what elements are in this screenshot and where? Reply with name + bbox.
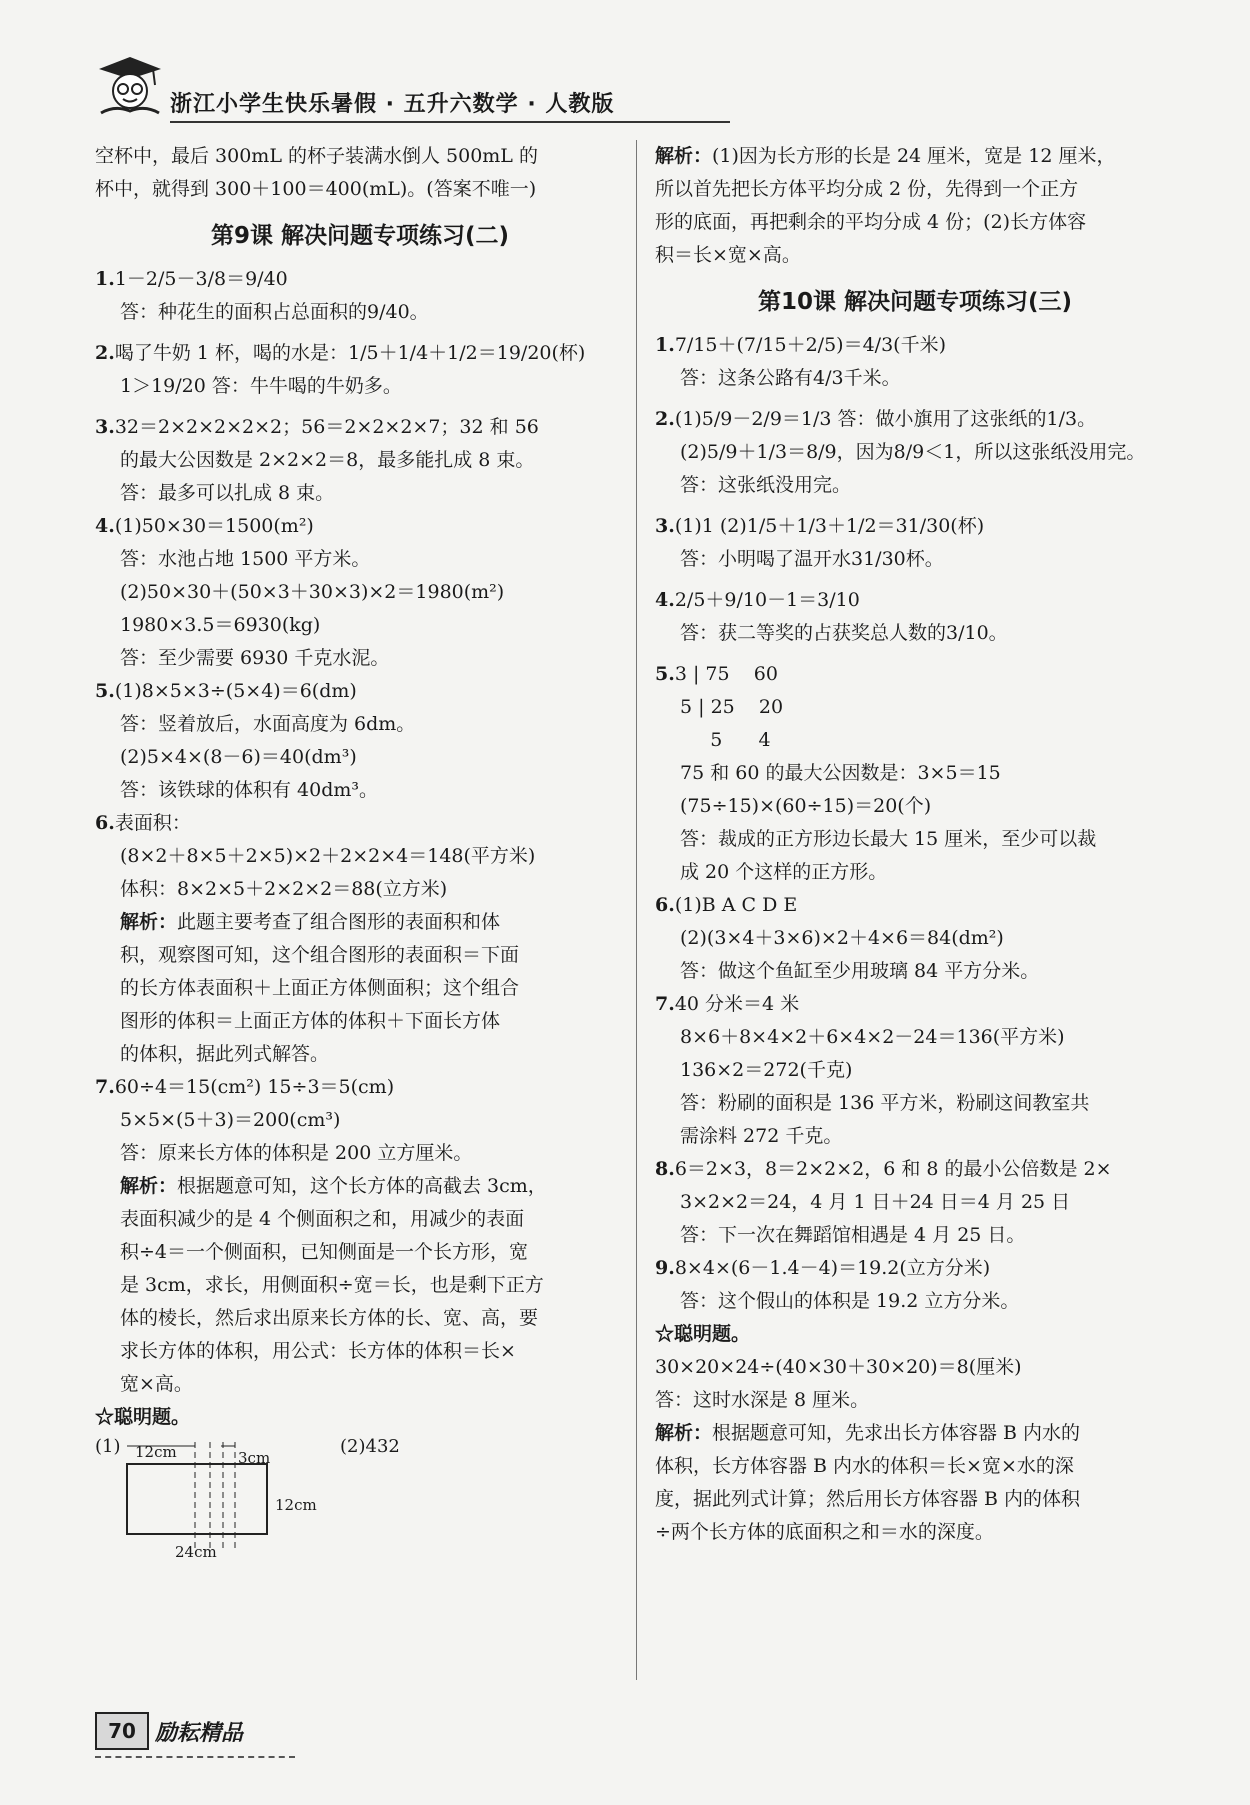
question-4-line: 2/5＋9/10－1＝3/10 [674,589,860,611]
question-number: 3. [95,416,115,438]
text-line: 杯中，就得到 300＋100＝400(mL)。(答案不唯一) [95,178,537,200]
short-division-row: 5 4 [680,729,771,751]
left-column [95,140,625,1559]
column-divider [636,140,637,1680]
question-2-expr: 喝了牛奶 1 杯，喝的水是：1/5＋1/4＋1/2＝19/20(杯) [114,342,586,364]
analysis-text: 是 3cm，求长，用侧面积÷宽＝长，也是剩下正方 [120,1274,544,1296]
question-8-line: 3×2×2＝24，4 月 1 日＋24 日＝4 月 25 日 [680,1191,1071,1213]
question-5 [95,675,625,708]
question-3-answer: 答：最多可以扎成 8 束。 [120,482,335,504]
question-8-answer: 答：下一次在舞蹈馆相遇是 4 月 25 日。 [680,1224,1026,1246]
question-number: 7. [655,993,675,1015]
question-7-analysis [95,1170,625,1203]
question-3 [655,510,1175,543]
question-1-expr: 7/15＋(7/15＋2/5)＝4/3(千米) [674,334,946,356]
question-5-answer: 成 20 个这样的正方形。 [680,861,888,883]
short-division-row: 5 | 25 20 [680,696,784,718]
question-4-answer: 答：获二等奖的占获奖总人数的3/10。 [680,622,1008,644]
lesson-9-title: 第9课 解决问题专项练习(二) [210,223,510,249]
question-6-line: 表面积： [114,812,191,834]
analysis-text: 体的棱长，然后求出原来长方体的长、宽、高，要 [120,1307,539,1329]
analysis-text: 体积，长方体容器 B 内水的体积＝长×宽×水的深 [655,1455,1074,1477]
question-2 [655,403,1175,436]
question-number: 4. [95,515,115,537]
analysis-text: 求长方体的体积，用公式：长方体的体积＝长× [120,1340,516,1362]
analysis-text: (1)因为长方形的长是 24 厘米，宽是 12 厘米， [712,145,1116,167]
analysis-text: 此题主要考查了组合图形的表面积和体 [177,911,501,933]
question-1-answer: 答：这条公路有4/3千米。 [680,367,901,389]
question-6-line: (1)B A C D E [674,894,798,916]
question-1 [655,329,1175,362]
question-5 [655,658,1175,691]
question-9-line: 8×4×(6－1.4－4)＝19.2(立方分米) [674,1257,991,1279]
question-7-line: 5×5×(5＋3)＝200(cm³) [120,1109,341,1131]
question-3 [95,411,625,444]
analysis-text: 图形的体积＝上面正方体的体积＋下面长方体 [120,1010,501,1032]
question-8-line: 6＝2×3，8＝2×2×2，6 和 8 的最小公倍数是 2× [674,1158,1112,1180]
question-1-answer: 答：种花生的面积占总面积的9/40。 [120,301,429,323]
brand-logo: 励耘精品 [155,1721,244,1746]
analysis-text: 形的底面，再把剩余的平均分成 4 份；(2)长方体容 [655,211,1087,233]
question-2-line: (1)5/9－2/9＝1/3 答：做小旗用了这张纸的1/3。 [674,408,1097,430]
question-7-line: 136×2＝272(千克) [680,1059,853,1081]
question-6-answer: 答：做这个鱼缸至少用玻璃 84 平方分米。 [680,960,1040,982]
question-number: 4. [655,589,675,611]
question-number: 8. [655,1158,675,1180]
smart-question-answer: 答：这时水深是 8 厘米。 [655,1389,870,1411]
analysis-text: 积，观察图可知，这个组合图形的表面积＝下面 [120,944,520,966]
analysis-text: 的长方体表面积＋上面正方体侧面积；这个组合 [120,977,520,999]
dim-label: 12cm [275,1496,317,1514]
question-6 [655,889,1175,922]
analysis-label: 解析： [120,911,178,933]
question-4-line: (1)50×30＝1500(m²) [114,515,314,537]
question-9-answer: 答：这个假山的体积是 19.2 立方分米。 [680,1290,1020,1312]
question-9 [655,1252,1175,1285]
figure-part-1-label: (1) [95,1436,121,1457]
question-number: 3. [655,515,675,537]
question-number: 2. [95,342,115,364]
text-line: 空杯中，最后 300mL 的杯子装满水倒人 500mL 的 [95,145,538,167]
question-6 [95,807,625,840]
question-2-line: (2)5/9＋1/3＝8/9，因为8/9＜1，所以这张纸没用完。 [680,441,1146,463]
dim-label: 12cm [135,1443,177,1461]
question-5-line: 75 和 60 的最大公因数是：3×5＝15 [680,762,1001,784]
question-number: 6. [95,812,115,834]
page-number: 70 [95,1712,149,1750]
question-2-answer: 1＞19/20 答：牛牛喝的牛奶多。 [120,375,402,397]
dim-label: 24cm [175,1543,217,1561]
question-7 [655,988,1175,1021]
question-number: 5. [95,680,115,702]
student-mascot-icon [95,55,165,117]
footer-dashed-rule [95,1756,295,1758]
analysis-text: 度，据此列式计算；然后用长方体容器 B 内的体积 [655,1488,1081,1510]
question-4 [95,510,625,543]
question-4 [655,584,1175,617]
question-3-answer: 答：小明喝了温开水31/30杯。 [680,548,944,570]
question-number: 5. [655,663,675,685]
question-5-answer: 答：该铁球的体积有 40dm³。 [120,779,379,801]
analysis-label: 解析： [655,145,713,167]
question-number: 1. [95,268,115,290]
question-6-analysis [95,906,625,939]
question-7-answer: 答：粉刷的面积是 136 平方米，粉刷这间教室共 [680,1092,1090,1114]
question-5-line: 答：竖着放后，水面高度为 6dm。 [120,713,416,735]
smart-question-line: 30×20×24÷(40×30＋30×20)＝8(厘米) [655,1356,1022,1378]
question-1-expr: 1－2/5－3/8＝9/40 [114,268,288,290]
page-header [95,55,735,125]
question-6-line: (8×2＋8×5＋2×5)×2＋2×2×4＝148(平方米) [120,845,536,867]
header-rule [170,121,730,123]
analysis-text: 积＝长×宽×高。 [655,244,801,266]
question-4-line: 1980×3.5＝6930(kg) [120,614,321,636]
question-4-answer: 答：至少需要 6930 千克水泥。 [120,647,390,669]
analysis-text: ÷两个长方体的底面积之和＝水的深度。 [655,1521,994,1543]
question-5-answer: 答：裁成的正方形边长最大 15 厘米，至少可以裁 [680,828,1097,850]
lesson-10-title: 第10课 解决问题专项练习(三) [757,289,1073,315]
question-5-line: (1)8×5×3÷(5×4)＝6(dm) [114,680,357,702]
question-7 [95,1071,625,1104]
question-3-line: 32＝2×2×2×2×2；56＝2×2×2×7；32 和 56 [114,416,539,438]
question-8 [655,1153,1175,1186]
question-6-line: (2)(3×4＋3×6)×2＋4×6＝84(dm²) [680,927,1004,949]
question-number: 6. [655,894,675,916]
question-6-line: 体积：8×2×5＋2×2×2＝88(立方米) [120,878,448,900]
question-7-line: 60÷4＝15(cm²) 15÷3＝5(cm) [114,1076,395,1098]
question-2-answer: 答：这张纸没用完。 [680,474,852,496]
question-7-answer: 需涂料 272 千克。 [680,1125,843,1147]
question-7-answer: 答：原来长方体的体积是 200 立方厘米。 [120,1142,473,1164]
question-3-line: (1)1 (2)1/5＋1/3＋1/2＝31/30(杯) [674,515,985,537]
analysis-label: 解析： [655,1422,713,1444]
question-number: 9. [655,1257,675,1279]
question-number: 1. [655,334,675,356]
header-title: 浙江小学生快乐暑假 · 五升六数学 · 人教版 [170,92,615,117]
analysis-text: 积÷4＝一个侧面积，已知侧面是一个长方形，宽 [120,1241,529,1263]
question-5-line: (75÷15)×(60÷15)＝20(个) [680,795,932,817]
analysis-text: 表面积减少的是 4 个侧面积之和，用减少的表面 [120,1208,525,1230]
question-number: 7. [95,1076,115,1098]
smart-question-title: ☆聪明题。 [95,1406,191,1428]
analysis-text: 所以首先把长方体平均分成 2 份，先得到一个正方 [655,178,1079,200]
analysis-text: 根据题意可知，这个长方体的高截去 3cm， [177,1175,547,1197]
question-3-line: 的最大公因数是 2×2×2＝8，最多能扎成 8 束。 [120,449,535,471]
dim-label: 3cm [238,1449,271,1467]
question-1 [95,263,625,296]
question-4-line: (2)50×30＋(50×3＋30×3)×2＝1980(m²) [120,581,505,603]
question-5-line: (2)5×4×(8－6)＝40(dm³) [120,746,357,768]
question-7-line: 8×6＋8×4×2＋6×4×2－24＝136(平方米) [680,1026,1065,1048]
short-division-row: 3 | 75 60 [674,663,778,685]
smart-question-title: ☆聪明题。 [655,1323,751,1345]
analysis-text: 的体积，据此列式解答。 [120,1043,330,1065]
question-number: 2. [655,408,675,430]
analysis-text: 宽×高。 [120,1373,193,1395]
question-7-line: 40 分米＝4 米 [674,993,800,1015]
analysis-label: 解析： [120,1175,178,1197]
smart-question-analysis [655,1417,1175,1450]
question-2 [95,337,625,370]
smart-question-figure [95,1434,625,1559]
figure-part-2-answer: (2)432 [340,1436,400,1457]
right-column [655,140,1175,1549]
analysis-text: 根据题意可知，先求出长方体容器 B 内水的 [712,1422,1081,1444]
analysis-line [655,140,1175,173]
question-4-line: 答：水池占地 1500 平方米。 [120,548,371,570]
